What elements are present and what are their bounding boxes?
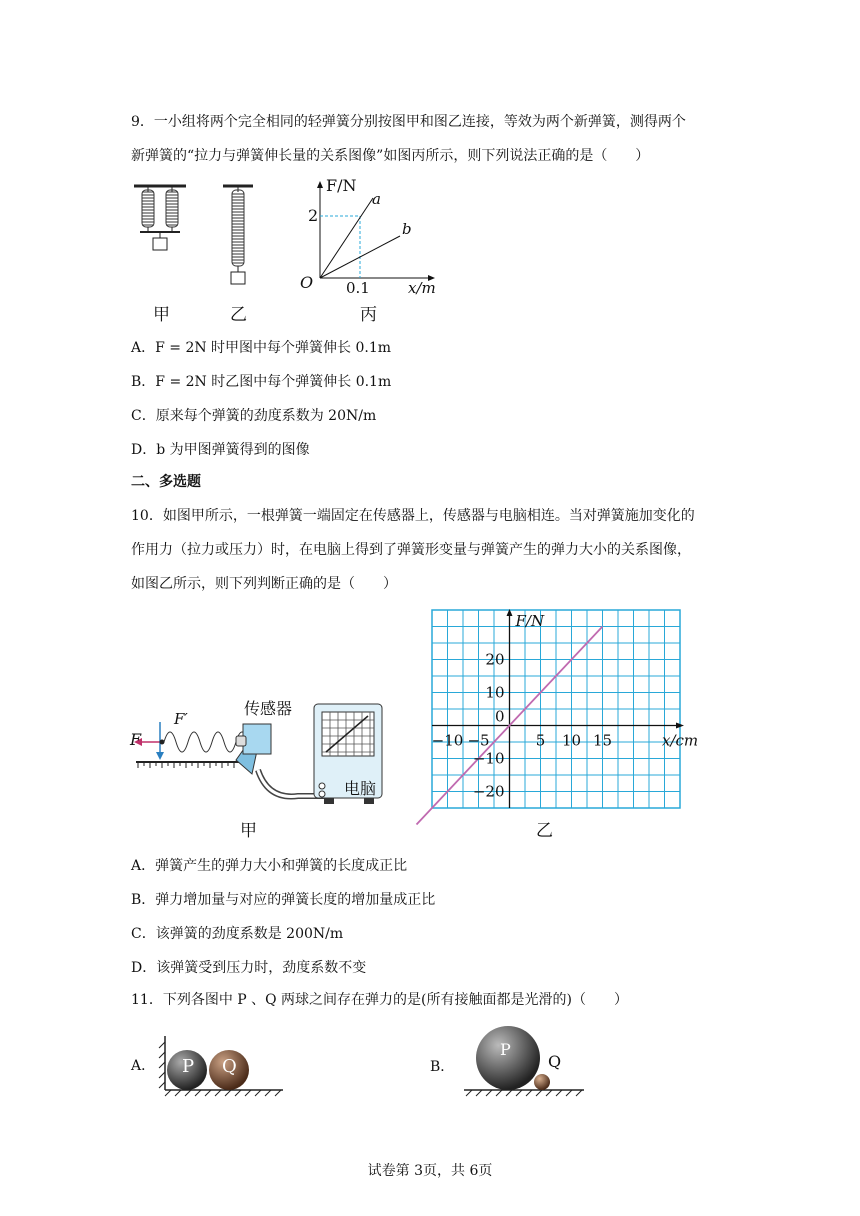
q9-graph-xtick: 0.1	[346, 279, 370, 297]
q10-option-c: C．该弹簧的劲度系数是 200N/m	[131, 926, 344, 942]
q11-option-a: A．	[131, 1058, 156, 1074]
q9-line-b-label: b	[402, 220, 412, 238]
ball-Q-label-b: Q	[548, 1052, 562, 1071]
x-tick-label: 10	[561, 731, 582, 750]
fig-label-bing: 丙	[360, 305, 377, 325]
ball-Q-label-a: Q	[222, 1056, 237, 1077]
x-tick-label: −5	[467, 731, 490, 750]
computer-label: 电脑	[344, 779, 377, 798]
q9-figure	[128, 178, 458, 328]
line-a	[320, 198, 373, 278]
fig-label-jia: 甲	[153, 305, 170, 325]
y-tick-label: 10	[485, 683, 505, 702]
sensor-label: 传感器	[244, 699, 293, 718]
q9-option-c: C．原来每个弹簧的劲度系数为 20N/m	[131, 408, 377, 424]
q9-option-b: B．F = 2N 时乙图中每个弹簧伸长 0.1m	[131, 374, 392, 390]
fig-label-yi: 乙	[230, 305, 247, 325]
q9-option-a: A．F = 2N 时甲图中每个弹簧伸长 0.1m	[131, 340, 392, 356]
x-tick-label: 15	[592, 731, 613, 750]
q11-figure-b	[458, 1020, 588, 1100]
q10-option-d: D．该弹簧受到压力时，劲度系数不变	[131, 960, 367, 976]
q10-line2: 作用力（拉力或压力）时，在电脑上得到了弹簧形变量与弹簧产生的弹力大小的关系图像，	[131, 542, 691, 558]
q10-fig-label-jia: 甲	[240, 821, 257, 841]
q10-option-a: A．弹簧产生的弹力大小和弹簧的长度成正比	[131, 858, 408, 874]
page-footer: 试卷第 3页，共 6页	[367, 1163, 493, 1179]
q9-option-d: D．b 为甲图弹簧得到的图像	[131, 442, 310, 458]
q10-line3: 如图乙所示，则下列判断正确的是（ ）	[131, 576, 397, 592]
section-heading: 二、多选题	[131, 474, 201, 490]
x-tick-label: 5	[535, 731, 546, 750]
q9-line1: 9．一小组将两个完全相同的轻弹簧分别按图甲和图乙连接，等效为两个新弹簧，测得两个	[131, 114, 686, 130]
series-springs-figure	[223, 186, 253, 284]
force-Fprime-label: F′	[174, 710, 188, 728]
q9-line2: 新弹簧的“拉力与弹簧伸长量的关系图像”如图丙所示，则下列说法正确的是（ ）	[131, 148, 650, 164]
ball-P-label-b: P	[500, 1040, 511, 1059]
y-tick-label: 20	[485, 650, 505, 669]
ball-P-label-a: P	[182, 1056, 195, 1077]
y-tick-label: −10	[472, 749, 505, 768]
q9-graph-origin: O	[300, 273, 314, 292]
q11-option-b: B．	[430, 1059, 455, 1075]
q9-graph-ytick: 2	[308, 206, 319, 225]
q9-line-a-label: a	[372, 190, 381, 208]
q9-graph-xlabel: x/m	[408, 279, 436, 297]
force-F-label: F	[130, 730, 142, 749]
q11-line1: 11．下列各图中 P 、Q 两球之间存在弹力的是(所有接触面都是光滑的)（ ）	[131, 992, 628, 1008]
parallel-springs-figure	[134, 186, 186, 250]
chart-ylabel: F/N	[515, 612, 545, 630]
x-tick-label: −10	[431, 731, 464, 750]
q10-option-b: B．弹力增加量与对应的弹簧长度的增加量成正比	[131, 892, 436, 908]
q9-graph-ylabel: F/N	[326, 176, 357, 195]
y-tick-label: −20	[472, 782, 505, 801]
y-tick-label: 0	[494, 707, 505, 726]
q10-fx-chart	[428, 608, 699, 810]
q10-line1: 10．如图甲所示，一根弹簧一端固定在传感器上，传感器与电脑相连。当对弹簧施加变化的	[131, 508, 695, 524]
chart-xlabel: x/cm	[662, 731, 699, 750]
q10-fig-label-yi: 乙	[536, 821, 553, 841]
